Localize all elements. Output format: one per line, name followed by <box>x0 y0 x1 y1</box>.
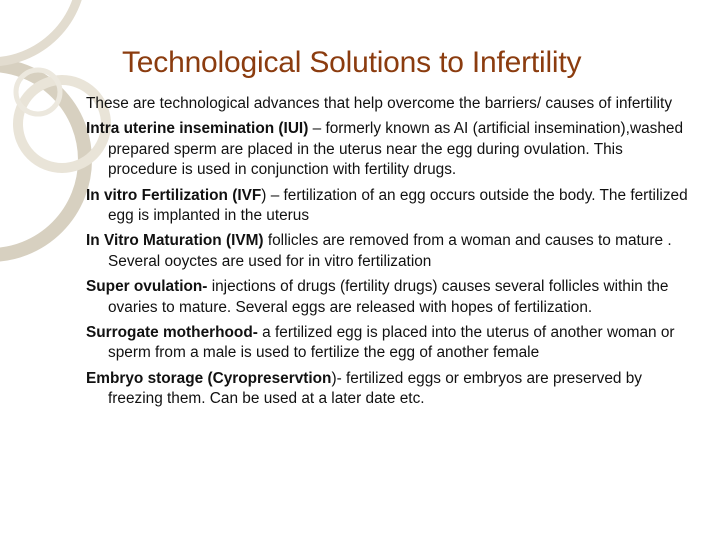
slide-body <box>86 94 694 415</box>
ring-medium <box>0 0 82 62</box>
item-description: a fertilized egg is placed into the uterus of another woman or sperm from a male is used to fertilize the egg of another female <box>108 324 675 362</box>
item-term: Embryo storage (Cyropreservtion <box>86 369 332 387</box>
item-description: )- fertilized eggs or embryos are preserved by freezing them. Can be used at a later date etc. <box>108 369 642 408</box>
item-description: ) – fertilization of an egg occurs outside the body. The fertilized egg is implanted in the uterus <box>108 186 688 225</box>
list-item <box>86 277 694 318</box>
list-item <box>86 231 694 272</box>
list-item <box>86 186 694 227</box>
intro-paragraph: These are technological advances that help overcome the barriers/ causes of infertility <box>86 95 673 112</box>
item-description: – formerly known as AI (artificial insemination),washed prepared sperm are placed in the uterus near the egg during ovulation. This procedure is used in conjunction with fertility drugs. <box>108 120 684 179</box>
item-term: Intra uterine insemination (IUI) <box>86 120 309 138</box>
list-item <box>86 323 694 364</box>
item-term: Super ovulation- <box>86 278 208 296</box>
list-item <box>86 119 694 180</box>
item-term: Surrogate motherhood- <box>86 324 258 342</box>
item-description: injections of drugs (fertility drugs) causes several follicles within the ovaries to mature. Several eggs are released with hopes of fertilization. <box>108 278 669 316</box>
list-item <box>86 369 694 410</box>
item-term: In vitro Fertilization (IVF <box>86 186 262 204</box>
slide-title: Technological Solutions to Infertility <box>122 46 582 79</box>
item-term: In Vitro Maturation (IVM) <box>86 232 264 250</box>
item-description: follicles are removed from a woman and causes to mature . Several ooyctes are used for in vitro fertilization <box>108 232 672 270</box>
